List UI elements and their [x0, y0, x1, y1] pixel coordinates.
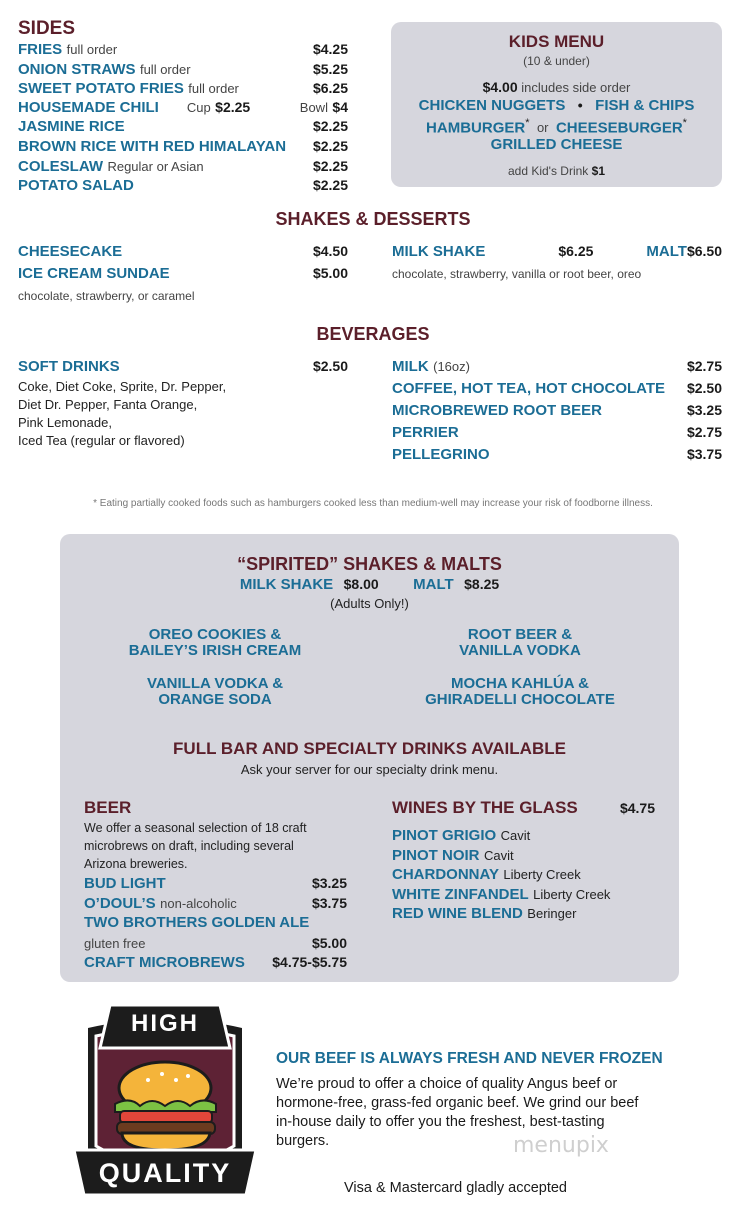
soft-drinks-line: Pink Lemonade, — [18, 415, 112, 430]
wine-name: PINOT NOIR — [392, 847, 480, 864]
spirited-milkshake-price: $8.00 — [343, 576, 379, 592]
spirited-flavor — [405, 676, 635, 708]
side-item — [18, 177, 348, 194]
spirited-prices — [60, 576, 679, 594]
beer-item — [84, 954, 347, 971]
wine-item — [392, 847, 514, 865]
wine-name: WHITE ZINFANDEL — [392, 886, 529, 903]
beer-item — [84, 875, 347, 892]
side-name: FRIES — [18, 41, 63, 58]
spirited-malt-price: $8.25 — [464, 576, 500, 592]
beer-description — [84, 819, 307, 873]
wine-name: RED WINE BLEND — [392, 905, 523, 922]
beer-note: non-alcoholic — [160, 896, 237, 911]
dessert-price: $4.50 — [312, 243, 348, 259]
dessert-item — [18, 243, 348, 260]
dessert-name: CHEESECAKE — [18, 243, 123, 260]
spirited-flavor — [100, 676, 330, 708]
wines-header — [392, 798, 655, 818]
wines-title: WINES BY THE GLASS — [392, 798, 578, 817]
side-price: $6.25 — [312, 80, 348, 96]
side-price: $2.25 — [312, 177, 348, 193]
payment-note: Visa & Mastercard gladly accepted — [344, 1180, 567, 1196]
adults-only: (Adults Only!) — [330, 596, 409, 611]
soft-drinks-line: Diet Dr. Pepper, Fanta Orange, — [18, 397, 198, 412]
beer-name: CRAFT MICROBREWS — [84, 954, 245, 971]
beef-line: hormone-free, grass-fed organic beef. We grind our beef — [276, 1095, 639, 1111]
logo-top-text: HIGH — [131, 1010, 199, 1037]
spirited-flavor — [405, 627, 635, 659]
full-bar-subtitle: Ask your server for our specialty drink menu. — [240, 762, 499, 777]
chili-cup-label: Cup — [186, 100, 211, 115]
kids-age: (10 & under) — [523, 54, 590, 68]
side-price: $5.25 — [312, 61, 348, 77]
watermark: menupix — [513, 1133, 609, 1158]
side-name: JASMINE RICE — [18, 118, 125, 135]
spirited-milkshake: MILK SHAKE — [239, 576, 334, 593]
flavor-line: VANILLA VODKA & — [146, 675, 284, 692]
dessert-price: $5.00 — [312, 265, 348, 281]
beverage-name: MICROBREWED ROOT BEER — [392, 402, 602, 419]
beef-line: in-house daily to offer you the freshest, best-tasting — [276, 1114, 605, 1130]
beer-price: $3.25 — [311, 875, 347, 891]
wine-maker: Cavit — [500, 828, 531, 843]
sundae-note: chocolate, strawberry, or caramel — [18, 289, 195, 303]
wine-item — [392, 886, 610, 904]
shake-price: $6.25 — [558, 243, 594, 259]
beverage-item — [392, 402, 722, 419]
dessert-item — [18, 265, 348, 282]
asterisk-icon: * — [682, 117, 687, 129]
kids-item: HAMBURGER — [426, 119, 526, 137]
disclaimer: * Eating partially cooked foods such as hamburgers cooked less than medium-well may increase your risk of foodborne illness. — [93, 498, 653, 509]
beverage-item — [18, 358, 348, 375]
beverage-item — [392, 446, 722, 463]
beverage-price: $3.75 — [686, 446, 722, 462]
side-item — [18, 61, 348, 79]
side-name: ONION STRAWS — [18, 61, 136, 78]
side-name: COLESLAW — [18, 158, 103, 175]
beverage-price: $2.50 — [312, 358, 348, 374]
beer-price: $3.75 — [311, 895, 347, 911]
spirited-flavor — [100, 627, 330, 659]
side-note: full order — [66, 42, 118, 57]
kids-title: KIDS MENU — [508, 32, 605, 51]
bullet-icon: • — [577, 97, 583, 113]
wine-maker: Beringer — [527, 906, 577, 921]
logo-bottom-text: QUALITY — [98, 1158, 232, 1188]
beverage-price: $3.25 — [686, 402, 722, 418]
beverage-item — [392, 358, 722, 376]
side-note: full order — [139, 62, 191, 77]
beer-price: $4.75-$5.75 — [272, 954, 347, 970]
wine-item — [392, 827, 530, 845]
kids-price-note: includes side order — [521, 80, 631, 95]
sides-title: SIDES — [18, 18, 76, 39]
beer-name: TWO BROTHERS GOLDEN ALE — [84, 914, 310, 931]
beer-price: $5.00 — [311, 935, 347, 951]
kids-item: CHEESEBURGER — [555, 119, 683, 137]
flavor-line: OREO COOKIES & — [148, 626, 282, 643]
beverage-item — [392, 380, 722, 397]
side-price: $4.25 — [312, 41, 348, 57]
flavor-line: MOCHA KAHLÚA & — [450, 675, 590, 692]
kids-or: or — [536, 120, 549, 136]
beverage-name: PELLEGRINO — [392, 446, 490, 463]
beverage-name: MILK — [392, 358, 429, 375]
spirited-panel — [60, 534, 679, 982]
beef-line: We’re proud to offer a choice of quality Angus beef or — [276, 1076, 618, 1092]
wine-item — [392, 866, 581, 884]
wine-name: CHARDONNAY — [392, 866, 499, 883]
wine-item — [392, 905, 576, 923]
wine-maker: Cavit — [483, 848, 514, 863]
kids-price: $4.00 — [482, 79, 518, 95]
side-name: HOUSEMADE CHILI — [18, 99, 159, 116]
chili-bowl-price: $4 — [332, 99, 348, 115]
kids-drink-line — [391, 164, 722, 178]
flavor-line: VANILLA VODKA — [459, 642, 581, 659]
full-bar-title: FULL BAR AND SPECIALTY DRINKS AVAILABLE — [173, 739, 566, 758]
flavor-line: ORANGE SODA — [158, 691, 272, 708]
beer-item — [84, 935, 347, 951]
wine-maker: Liberty Creek — [503, 867, 581, 882]
side-note: full order — [188, 81, 239, 96]
wine-maker: Liberty Creek — [533, 887, 611, 902]
soft-drinks-list — [18, 378, 226, 450]
kids-row-3 — [391, 136, 722, 154]
side-price: $2.25 — [312, 158, 348, 174]
flavor-line: ROOT BEER & — [467, 626, 573, 643]
beer-item — [84, 914, 347, 931]
dessert-name: ICE CREAM SUNDAE — [18, 265, 170, 282]
kids-item: FISH & CHIPS — [595, 97, 695, 114]
side-price: $2.25 — [312, 138, 348, 154]
soft-drinks-line: Iced Tea (regular or flavored) — [18, 433, 185, 448]
side-item — [18, 99, 348, 117]
beverage-name: SOFT DRINKS — [18, 358, 120, 375]
beer-item — [84, 895, 347, 913]
beverage-price: $2.75 — [686, 358, 722, 374]
beer-desc-line: We offer a seasonal selection of 18 craft — [84, 821, 307, 835]
soft-drinks-line: Coke, Diet Coke, Sprite, Dr. Pepper, — [18, 379, 227, 394]
beverage-note: (16oz) — [433, 359, 470, 374]
high-quality-logo — [70, 1000, 260, 1200]
shake-note: chocolate, strawberry, vanilla or root beer, oreo — [392, 267, 642, 281]
beverage-name: PERRIER — [392, 424, 459, 441]
kids-drink-price: $1 — [591, 164, 606, 178]
shake-name: MILK SHAKE — [392, 243, 486, 260]
flavor-line: GHIRADELLI CHOCOLATE — [425, 691, 615, 708]
beer-desc-line: Arizona breweries. — [84, 857, 188, 871]
kids-row-1 — [391, 97, 722, 115]
shakes-title: SHAKES & DESSERTS — [275, 209, 471, 229]
beverage-price: $2.75 — [686, 424, 722, 440]
wines-price: $4.75 — [619, 800, 655, 816]
kids-item: GRILLED CHEESE — [490, 136, 623, 153]
kids-drink-label: add Kid's Drink — [507, 164, 589, 178]
side-item — [18, 118, 348, 135]
side-item — [18, 80, 348, 98]
beef-line: burgers. — [276, 1133, 330, 1149]
shake-item — [392, 243, 722, 260]
beer-note: gluten free — [84, 936, 146, 951]
beverage-name: COFFEE, HOT TEA, HOT CHOCOLATE — [392, 380, 666, 397]
malt-price: $6.50 — [686, 243, 722, 259]
beef-title: OUR BEEF IS ALWAYS FRESH AND NEVER FROZEN — [276, 1050, 663, 1067]
malt-name: MALT — [646, 243, 687, 260]
side-note: Regular or Asian — [107, 159, 204, 174]
side-item — [18, 158, 348, 176]
side-price: $2.25 — [312, 118, 348, 134]
beverage-price: $2.50 — [686, 380, 722, 396]
side-item — [18, 41, 348, 59]
beverage-item — [392, 424, 722, 441]
beer-desc-line: microbrews on draft, including several — [84, 839, 294, 853]
chili-bowl-label: Bowl — [299, 100, 328, 115]
side-name: BROWN RICE WITH RED HIMALAYAN — [18, 138, 287, 155]
wine-name: PINOT GRIGIO — [392, 827, 497, 844]
side-name: SWEET POTATO FRIES — [18, 80, 184, 97]
spirited-malt: MALT — [413, 576, 454, 593]
beer-name: O’DOUL’S — [84, 895, 156, 912]
spirited-title: “SPIRITED” SHAKES & MALTS — [237, 554, 502, 574]
beverages-title: BEVERAGES — [316, 324, 430, 344]
side-item — [18, 138, 348, 155]
kids-menu-panel — [391, 22, 722, 187]
beer-name: BUD LIGHT — [84, 875, 166, 892]
kids-item: CHICKEN NUGGETS — [418, 97, 566, 114]
flavor-line: BAILEY’S IRISH CREAM — [128, 642, 302, 659]
chili-cup-price: $2.25 — [215, 99, 251, 115]
asterisk-icon: * — [525, 117, 530, 129]
kids-price-line — [391, 79, 722, 95]
side-name: POTATO SALAD — [18, 177, 134, 194]
beer-title: BEER — [84, 798, 132, 817]
kids-row-2 — [391, 117, 722, 137]
